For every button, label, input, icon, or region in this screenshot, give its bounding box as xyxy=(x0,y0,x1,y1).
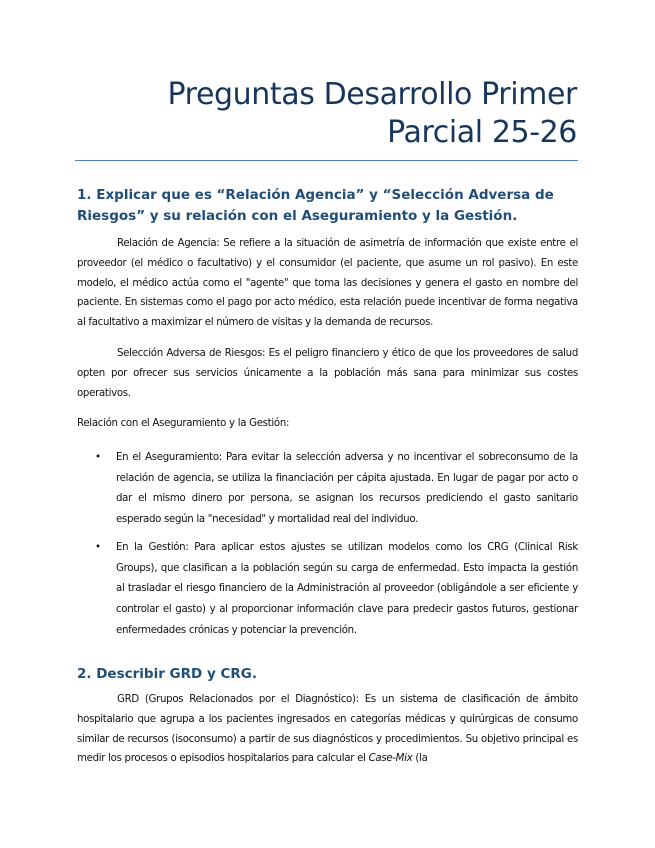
grd-text-tail: (la xyxy=(412,753,428,765)
case-mix-term: Case-Mix xyxy=(368,753,413,765)
title-divider xyxy=(75,160,578,161)
bullet-icon: • xyxy=(95,542,101,553)
list-item xyxy=(77,538,578,642)
section-2-heading: 2. Describir GRD y CRG. xyxy=(77,666,257,682)
section-2-paragraph-grd xyxy=(77,690,578,769)
document-title xyxy=(168,76,578,152)
title-line-1: Preguntas Desarrollo Primer xyxy=(167,77,577,112)
section-1-heading: 1. Explicar que es “Relación Agencia” y “Selección Adversa de Riesgos” y su relación con el Aseguramiento y la Gestión. xyxy=(77,187,554,224)
list-item-text: En la Gestión: Para aplicar estos ajustes se utilizan modelos como los CRG (Clinical Risk Groups), que clasifican a la población según su carga de enfermedad. Esto impacta la gestión al trasladar el riesgo financiero de la Administración al proveedor (obligándole a ser eficiente y controlar el gasto) y al proporcionar información clave para predecir gastos futuros, gestionar enfermedades crónicas y potenciar la prevención. xyxy=(116,542,578,636)
bullet-icon: • xyxy=(95,452,101,463)
section-1-paragraph-relation: Relación con el Aseguramiento y la Gestión: xyxy=(77,418,290,429)
list-item-text: En el Aseguramiento: Para evitar la selección adversa y no incentivar el sobreconsumo de la relación de agencia, se utiliza la financiación per cápita ajustada. En lugar de pagar por acto o dar el mismo dinero por persona, se asignan los recursos prediciendo el gasto sanitario esperado según la "necesidad" y mortalidad real del individuo. xyxy=(116,452,578,526)
section-1-paragraph-adverse-selection: Selección Adversa de Riesgos: Es el peligro financiero y ético de que los proveedores de salud opten por ofrecer sus servicios únicamente a la población más sana para minimizar sus costes operativos. xyxy=(77,348,578,399)
section-1-paragraph-agency: Relación de Agencia: Se refiere a la situación de asimetría de información que existe entre el proveedor (el médico o facultativo) y el consumidor (el paciente, que asume un rol pasivo). En este modelo, el médico actúa como el "agente" que toma las decisiones y genera el gasto en nombre del paciente. En sistemas como el pago por acto médico, esta relación puede incentivar de forma negativa al facultativo a maximizar el número de visitas y la demanda de recursos. xyxy=(77,238,578,329)
grd-text: GRD (Grupos Relacionados por el Diagnóstico): Es un sistema de clasificación de ámbito hospitalario que agrupa a los pacientes ingresados en categorías médicas y quirúrgicas de consumo similar de recursos (isoconsumo) a partir de sus diagnósticos y procedimientos. Su objetivo principal es medir los procesos o episodios hospitalarios para calcular el xyxy=(77,694,578,765)
title-line-2: Parcial 25-26 xyxy=(387,115,577,150)
list-item xyxy=(77,448,578,531)
